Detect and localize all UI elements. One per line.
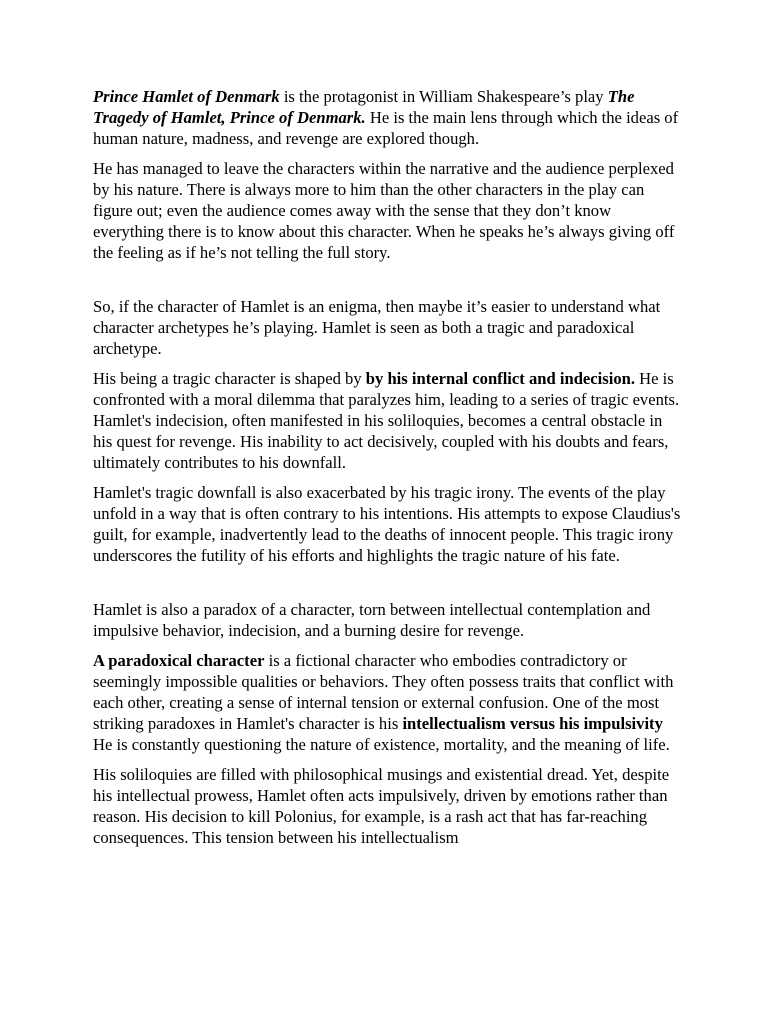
paragraph-tragic-character — [93, 368, 683, 473]
text-run-bold-italic: Prince Hamlet of Denmark — [93, 87, 280, 106]
paragraph-paradoxical-character — [93, 650, 683, 755]
text-run: His soliloquies are filled with philosophical musings and existential dread. Yet, despite his intellectual prowess, Hamlet often acts impulsively, driven by emotions rather than reason. His decision to kill Polonius, for example, is a rash act that has far-reaching consequences. This tension between his intellectualism — [93, 765, 670, 847]
text-run: is the protagonist in William Shakespeare’s play — [279, 87, 608, 106]
paragraph-tragic-irony — [93, 482, 683, 566]
text-run: He is the main lens through which the ideas of human nature, madness, and revenge are explored though. — [93, 108, 679, 148]
paragraph-paradox — [93, 599, 683, 641]
paragraph-intro — [93, 86, 683, 149]
paragraph-nature — [93, 158, 683, 263]
text-run: So, if the character of Hamlet is an enigma, then maybe it’s easier to understand what character archetypes he’s playing. Hamlet is seen as both a tragic and paradoxical archetype. — [93, 297, 661, 358]
text-run: Hamlet is also a paradox of a character, torn between intellectual contemplation and impulsive behavior, indecision, and a burning desire for revenge. — [93, 600, 651, 640]
text-run-bold: A paradoxical character — [93, 651, 265, 670]
text-run: Hamlet's tragic downfall is also exacerbated by his tragic irony. The events of the play unfold in a way that is often contrary to his intentions. His attempts to expose Claudius's guilt, for example, inadvertently lead to the deaths of innocent people. This tragic irony underscores the futility of his efforts and highlights the tragic nature of his fate. — [93, 483, 681, 565]
text-run: is a fictional character who embodies contradictory or seemingly impossible qualities or behaviors. They often possess traits that conflict with each other, creating a sense of internal tension or external confusion. One of the most striking paradoxes in Hamlet's character is his — [93, 651, 674, 733]
text-run-bold: by his internal conflict and indecision. — [365, 369, 636, 388]
text-run: He is constantly questioning the nature of existence, mortality, and the meaning of life. — [93, 735, 670, 754]
document-body — [93, 86, 683, 857]
text-run: He is confronted with a moral dilemma that paralyzes him, leading to a series of tragic events. Hamlet's indecision, often manifested in his soliloquies, becomes a central obstacle in his quest for revenge. His inability to act decisively, coupled with his doubts and fears, ultimately contributes to his downfall. — [93, 369, 680, 472]
text-run-bold: intellectualism versus his impulsivity — [402, 714, 663, 733]
paragraph-archetypes — [93, 296, 683, 359]
text-run-bold-italic: The Tragedy of Hamlet, Prince of Denmark. — [93, 87, 635, 127]
text-run: His being a tragic character is shaped by — [93, 369, 366, 388]
text-run: He has managed to leave the characters within the narrative and the audience perplexed by his nature. There is always more to him than the other characters in the play can figure out; even the audience comes away with the sense that they don’t know everything there is to know about this character. When he speaks he’s always giving off the feeling as if he’s not telling the full story. — [93, 159, 675, 262]
paragraph-soliloquies — [93, 764, 683, 848]
